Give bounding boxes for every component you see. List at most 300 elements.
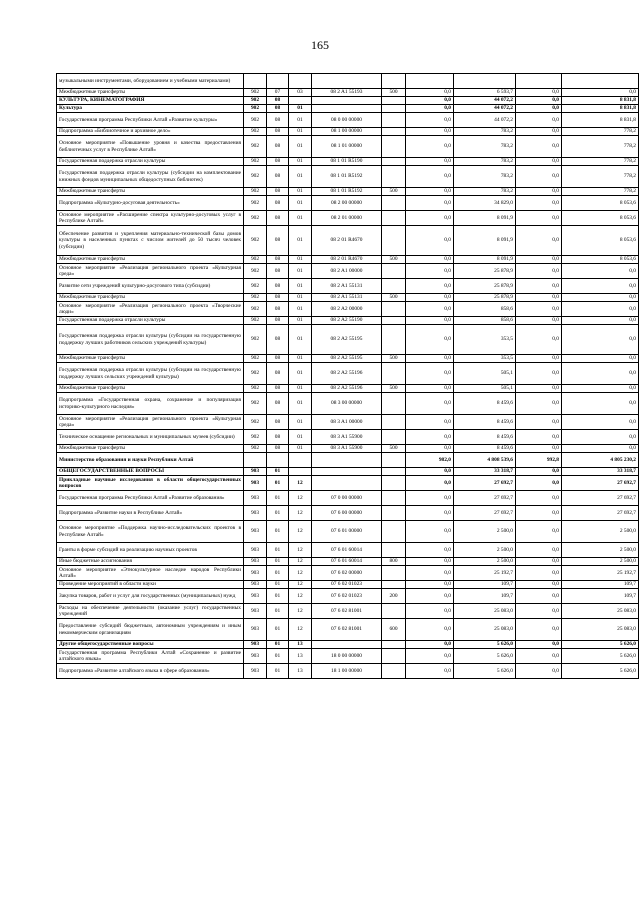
target-article-cell: 07 6 01 00000 — [312, 521, 382, 543]
amount-cell-3: 0,0 — [516, 468, 562, 476]
subsection-code-cell: 01 — [289, 256, 312, 264]
amount-cell-4: 0,0 — [562, 430, 639, 445]
ministry-code-cell: 902 — [244, 166, 267, 188]
amount-cell-1: 0,0 — [406, 97, 454, 105]
amount-cell-3: 0,0 — [516, 317, 562, 325]
section-code-cell: 08 — [267, 113, 289, 128]
section-code-cell: 08 — [267, 430, 289, 445]
expense-type-cell — [382, 325, 406, 355]
target-article-cell: 08 3 A1 55900 — [312, 445, 382, 453]
row-name-cell: Основное мероприятие «Реализация регионального проекта «Творческие люди» — [57, 302, 244, 317]
amount-cell-4 — [562, 74, 639, 89]
amount-cell-2: 2 500,0 — [454, 521, 516, 543]
row-name-cell: Основное мероприятие «Поддержка научно-исследовательских проектов в Республике Алтай» — [57, 521, 244, 543]
amount-cell-1: 0,0 — [406, 521, 454, 543]
subsection-code-cell: 01 — [289, 136, 312, 158]
amount-cell-1: 0,0 — [406, 468, 454, 476]
amount-cell-3: 0,0 — [516, 641, 562, 649]
section-code-cell: 08 — [267, 393, 289, 415]
ministry-code-cell: 902 — [244, 302, 267, 317]
row-name-cell: Государственная программа Республики Алтай «Развитие культуры» — [57, 113, 244, 128]
amount-cell-2: 8 091,9 — [454, 226, 516, 256]
target-article-cell: 07 6 02 00000 — [312, 566, 382, 581]
target-article-cell: 08 2 A1 55131 — [312, 294, 382, 302]
subsection-code-cell: 12 — [289, 491, 312, 506]
table-row — [57, 566, 639, 581]
ministry-code-cell — [244, 453, 267, 468]
amount-cell-3: 0,0 — [516, 136, 562, 158]
table-row — [57, 506, 639, 521]
subsection-code-cell: 12 — [289, 521, 312, 543]
row-name-cell: Государственная поддержка отрасли культуры (субсидии на государственную поддержку лучших сельских учреждений культуры) — [57, 363, 244, 385]
subsection-code-cell: 12 — [289, 543, 312, 558]
amount-cell-3: 0,0 — [516, 558, 562, 566]
amount-cell-3: 0,0 — [516, 589, 562, 604]
ministry-code-cell: 902 — [244, 317, 267, 325]
expense-type-cell — [382, 566, 406, 581]
table-row — [57, 521, 639, 543]
amount-cell-1: 0,0 — [406, 430, 454, 445]
amount-cell-1: 0,0 — [406, 256, 454, 264]
amount-cell-1: 0,0 — [406, 385, 454, 393]
amount-cell-3 — [516, 74, 562, 89]
ministry-code-cell: 902 — [244, 256, 267, 264]
expense-type-cell — [382, 105, 406, 113]
subsection-code-cell: 01 — [289, 415, 312, 430]
row-name-cell: Предоставление субсидий бюджетным, автономным учреждениям и иным некоммерческим организациям — [57, 619, 244, 641]
amount-cell-1: 0,0 — [406, 664, 454, 679]
table-row — [57, 355, 639, 363]
section-code-cell: 08 — [267, 256, 289, 264]
table-row — [57, 226, 639, 256]
amount-cell-1: 0,0 — [406, 105, 454, 113]
section-code-cell: 08 — [267, 128, 289, 136]
target-article-cell: 08 2 A1 00000 — [312, 264, 382, 279]
amount-cell-3: 0,0 — [516, 491, 562, 506]
table-row — [57, 158, 639, 166]
amount-cell-1: 0,0 — [406, 211, 454, 226]
table-row — [57, 558, 639, 566]
target-article-cell — [312, 468, 382, 476]
amount-cell-1: 0,0 — [406, 317, 454, 325]
subsection-code-cell: 01 — [289, 279, 312, 294]
amount-cell-2: 8 091,9 — [454, 211, 516, 226]
amount-cell-2: 858,6 — [454, 302, 516, 317]
subsection-code-cell: 01 — [289, 317, 312, 325]
amount-cell-1: 0,0 — [406, 325, 454, 355]
table-row — [57, 279, 639, 294]
amount-cell-4: 109,7 — [562, 589, 639, 604]
row-name-cell: Межбюджетные трансферты — [57, 355, 244, 363]
target-article-cell: 18 1 00 00000 — [312, 664, 382, 679]
table-row — [57, 589, 639, 604]
section-code-cell: 08 — [267, 363, 289, 385]
amount-cell-3: 0,0 — [516, 506, 562, 521]
row-name-cell: Межбюджетные трансферты — [57, 445, 244, 453]
row-name-cell: Государственная программа Республики Алтай «Сохранение и развитие алтайского языка» — [57, 649, 244, 664]
section-code-cell: 08 — [267, 196, 289, 211]
target-article-cell: 07 6 02 81001 — [312, 619, 382, 641]
section-code-cell: 08 — [267, 211, 289, 226]
table-row — [57, 453, 639, 468]
target-article-cell: 08 1 01 R5192 — [312, 188, 382, 196]
amount-cell-3: 0,0 — [516, 363, 562, 385]
amount-cell-2: 25 878,9 — [454, 264, 516, 279]
table-row — [57, 128, 639, 136]
target-article-cell — [312, 105, 382, 113]
table-row — [57, 196, 639, 211]
row-name-cell: Межбюджетные трансферты — [57, 385, 244, 393]
budget-table — [56, 73, 639, 679]
subsection-code-cell: 01 — [289, 385, 312, 393]
subsection-code-cell: 12 — [289, 506, 312, 521]
row-name-cell: Государственная поддержка отрасли культуры — [57, 317, 244, 325]
expense-type-cell: 500 — [382, 355, 406, 363]
ministry-code-cell: 902 — [244, 355, 267, 363]
budget-table-body — [57, 74, 639, 679]
table-row — [57, 468, 639, 476]
table-row — [57, 619, 639, 641]
table-row — [57, 476, 639, 491]
amount-cell-4: 0,0 — [562, 385, 639, 393]
amount-cell-2: 25 878,9 — [454, 294, 516, 302]
amount-cell-1: 0,0 — [406, 89, 454, 97]
amount-cell-3: 0,0 — [516, 581, 562, 589]
amount-cell-3: 0,0 — [516, 302, 562, 317]
ministry-code-cell: 903 — [244, 641, 267, 649]
ministry-code-cell: 902 — [244, 196, 267, 211]
target-article-cell: 08 2 01 00000 — [312, 211, 382, 226]
ministry-code-cell: 903 — [244, 589, 267, 604]
expense-type-cell — [382, 166, 406, 188]
row-name-cell: Прикладные научные исследования в области общегосударственных вопросов — [57, 476, 244, 491]
amount-cell-2: 8 459,6 — [454, 430, 516, 445]
amount-cell-3: 0,0 — [516, 566, 562, 581]
ministry-code-cell: 903 — [244, 558, 267, 566]
amount-cell-2: 27 692,7 — [454, 506, 516, 521]
ministry-code-cell: 903 — [244, 468, 267, 476]
amount-cell-2: 25 083,0 — [454, 604, 516, 619]
row-name-cell: Основное мероприятие «Реализация регионального проекта «Культурная среда» — [57, 264, 244, 279]
target-article-cell: 08 2 A2 55190 — [312, 317, 382, 325]
target-article-cell — [312, 97, 382, 105]
target-article-cell: 08 2 00 00000 — [312, 196, 382, 211]
amount-cell-4: 778,2 — [562, 158, 639, 166]
expense-type-cell: 500 — [382, 188, 406, 196]
subsection-code-cell: 03 — [289, 89, 312, 97]
amount-cell-4: 4 805 230,2 — [562, 453, 639, 468]
row-name-cell: Основное мероприятие «Повышение уровня и качества предоставления библиотечных услуг в Республике Алтай» — [57, 136, 244, 158]
row-name-cell: Основное мероприятие «Расширение спектра культурно-досуговых услуг в Республике Алтай» — [57, 211, 244, 226]
row-name-cell: КУЛЬТУРА, КИНЕМАТОГРАФИЯ — [57, 97, 244, 105]
row-name-cell: Обеспечение развития и укрепления материально-технической базы домов культуры в населенных пунктах с числом жителей до 50 тысяч человек (субсидии) — [57, 226, 244, 256]
amount-cell-1: 0,0 — [406, 589, 454, 604]
expense-type-cell — [382, 543, 406, 558]
target-article-cell: 08 2 A2 55195 — [312, 325, 382, 355]
amount-cell-4: 8 053,6 — [562, 256, 639, 264]
amount-cell-2: 25 192,7 — [454, 566, 516, 581]
amount-cell-2: 44 072,2 — [454, 113, 516, 128]
amount-cell-3: 0,0 — [516, 188, 562, 196]
table-row — [57, 543, 639, 558]
amount-cell-2: 2 500,0 — [454, 543, 516, 558]
amount-cell-3: 0,0 — [516, 128, 562, 136]
target-article-cell: 07 6 01 60014 — [312, 558, 382, 566]
amount-cell-3: 0,0 — [516, 158, 562, 166]
amount-cell-2: 353,5 — [454, 355, 516, 363]
ministry-code-cell: 902 — [244, 113, 267, 128]
amount-cell-1: 0,0 — [406, 641, 454, 649]
amount-cell-1: 0,0 — [406, 649, 454, 664]
expense-type-cell: 500 — [382, 256, 406, 264]
expense-type-cell — [382, 264, 406, 279]
amount-cell-3: 0,0 — [516, 196, 562, 211]
amount-cell-4: 25 083,0 — [562, 604, 639, 619]
ministry-code-cell: 902 — [244, 128, 267, 136]
ministry-code-cell: 902 — [244, 264, 267, 279]
subsection-code-cell: 01 — [289, 325, 312, 355]
section-code-cell: 08 — [267, 166, 289, 188]
section-code-cell: 01 — [267, 566, 289, 581]
section-code-cell: 08 — [267, 302, 289, 317]
expense-type-cell — [382, 279, 406, 294]
amount-cell-4: 5 626,0 — [562, 664, 639, 679]
amount-cell-3: 0,0 — [516, 294, 562, 302]
subsection-code-cell: 12 — [289, 604, 312, 619]
table-row — [57, 325, 639, 355]
section-code-cell: 08 — [267, 136, 289, 158]
amount-cell-2: 5 626,0 — [454, 649, 516, 664]
subsection-code-cell: 01 — [289, 128, 312, 136]
table-row — [57, 302, 639, 317]
amount-cell-2: 6 593,7 — [454, 89, 516, 97]
section-code-cell: 08 — [267, 415, 289, 430]
amount-cell-4: 0,0 — [562, 325, 639, 355]
ministry-code-cell: 903 — [244, 664, 267, 679]
subsection-code-cell: 01 — [289, 363, 312, 385]
amount-cell-4: 25 083,0 — [562, 619, 639, 641]
section-code-cell: 08 — [267, 325, 289, 355]
amount-cell-4: 0,0 — [562, 415, 639, 430]
amount-cell-1: 0,0 — [406, 445, 454, 453]
subsection-code-cell: 12 — [289, 566, 312, 581]
table-row — [57, 363, 639, 385]
amount-cell-1: 0,0 — [406, 128, 454, 136]
amount-cell-2: 8 459,6 — [454, 393, 516, 415]
ministry-code-cell: 902 — [244, 97, 267, 105]
subsection-code-cell: 01 — [289, 430, 312, 445]
expense-type-cell: 500 — [382, 445, 406, 453]
section-code-cell: 01 — [267, 543, 289, 558]
section-code-cell: 01 — [267, 506, 289, 521]
amount-cell-2: 8 459,6 — [454, 445, 516, 453]
amount-cell-3: 0,0 — [516, 604, 562, 619]
expense-type-cell — [382, 453, 406, 468]
amount-cell-2: 25 083,0 — [454, 619, 516, 641]
row-name-cell: музыкальными инструментами, оборудованием и учебными материалами) — [57, 74, 244, 89]
amount-cell-1: 0,0 — [406, 558, 454, 566]
section-code-cell: 01 — [267, 649, 289, 664]
amount-cell-1: 0,0 — [406, 226, 454, 256]
amount-cell-4: 27 692,7 — [562, 491, 639, 506]
row-name-cell: Подпрограмма «Библиотечное и архивное дело» — [57, 128, 244, 136]
amount-cell-4: 25 192,7 — [562, 566, 639, 581]
target-article-cell: 08 3 00 00000 — [312, 393, 382, 415]
section-code-cell: 01 — [267, 476, 289, 491]
table-row — [57, 97, 639, 105]
amount-cell-1: 0,0 — [406, 113, 454, 128]
subsection-code-cell: 01 — [289, 211, 312, 226]
subsection-code-cell: 12 — [289, 589, 312, 604]
expense-type-cell — [382, 641, 406, 649]
amount-cell-4: 778,2 — [562, 166, 639, 188]
target-article-cell: 07 6 00 00000 — [312, 506, 382, 521]
table-row — [57, 393, 639, 415]
ministry-code-cell: 903 — [244, 581, 267, 589]
amount-cell-2: 27 692,7 — [454, 476, 516, 491]
amount-cell-1: 0,0 — [406, 302, 454, 317]
amount-cell-3: 0,0 — [516, 325, 562, 355]
amount-cell-2: 858,6 — [454, 317, 516, 325]
amount-cell-4: 5 626,0 — [562, 641, 639, 649]
amount-cell-4: 8 053,6 — [562, 196, 639, 211]
expense-type-cell — [382, 430, 406, 445]
table-row — [57, 491, 639, 506]
amount-cell-1: 0,0 — [406, 196, 454, 211]
amount-cell-4: 27 692,7 — [562, 476, 639, 491]
ministry-code-cell: 903 — [244, 491, 267, 506]
amount-cell-2: 5 626,0 — [454, 641, 516, 649]
expense-type-cell — [382, 476, 406, 491]
expense-type-cell — [382, 211, 406, 226]
amount-cell-4: 27 692,7 — [562, 506, 639, 521]
expense-type-cell — [382, 491, 406, 506]
amount-cell-4: 33 318,7 — [562, 468, 639, 476]
amount-cell-2: 4 808 539,6 — [454, 453, 516, 468]
amount-cell-1: 0,0 — [406, 581, 454, 589]
target-article-cell: 08 1 01 R5190 — [312, 158, 382, 166]
row-name-cell: Подпрограмма «Государственная охрана, сохранение и популяризация историко-культурного наследия» — [57, 393, 244, 415]
expense-type-cell — [382, 363, 406, 385]
ministry-code-cell: 903 — [244, 521, 267, 543]
row-name-cell: Государственная поддержка отрасли культуры — [57, 158, 244, 166]
table-row — [57, 430, 639, 445]
row-name-cell: ОБЩЕГОСУДАРСТВЕННЫЕ ВОПРОСЫ — [57, 468, 244, 476]
section-code-cell: 08 — [267, 158, 289, 166]
amount-cell-4: 2 500,0 — [562, 521, 639, 543]
table-row — [57, 445, 639, 453]
page-number: 165 — [311, 38, 329, 52]
table-row — [57, 641, 639, 649]
amount-cell-3: 0,0 — [516, 476, 562, 491]
section-code-cell: 01 — [267, 468, 289, 476]
section-code-cell: 08 — [267, 264, 289, 279]
amount-cell-2 — [454, 74, 516, 89]
amount-cell-1: 0,0 — [406, 506, 454, 521]
amount-cell-1: 982,0 — [406, 453, 454, 468]
amount-cell-4: 0,0 — [562, 355, 639, 363]
amount-cell-3: 0,0 — [516, 113, 562, 128]
row-name-cell: Гранты в форме субсидий на реализацию научных проектов — [57, 543, 244, 558]
expense-type-cell — [382, 393, 406, 415]
amount-cell-1: 0,0 — [406, 294, 454, 302]
amount-cell-1: 0,0 — [406, 188, 454, 196]
amount-cell-4: 0,0 — [562, 445, 639, 453]
expense-type-cell: 600 — [382, 619, 406, 641]
amount-cell-3: 0,0 — [516, 664, 562, 679]
amount-cell-2: 33 318,7 — [454, 468, 516, 476]
subsection-code-cell: 01 — [289, 294, 312, 302]
subsection-code-cell — [289, 97, 312, 105]
ministry-code-cell: 903 — [244, 604, 267, 619]
target-article-cell: 07 6 02 81001 — [312, 604, 382, 619]
amount-cell-4: 2 500,0 — [562, 558, 639, 566]
target-article-cell — [312, 476, 382, 491]
amount-cell-3: 0,0 — [516, 393, 562, 415]
table-row — [57, 113, 639, 128]
section-code-cell: 08 — [267, 294, 289, 302]
amount-cell-2: 783,2 — [454, 188, 516, 196]
table-row — [57, 649, 639, 664]
subsection-code-cell: 12 — [289, 581, 312, 589]
section-code-cell: 08 — [267, 385, 289, 393]
amount-cell-3: 0,0 — [516, 649, 562, 664]
table-row — [57, 136, 639, 158]
amount-cell-3: 0,0 — [516, 430, 562, 445]
expense-type-cell — [382, 664, 406, 679]
target-article-cell — [312, 74, 382, 89]
target-article-cell: 08 2 A1 55193 — [312, 89, 382, 97]
ministry-code-cell: 902 — [244, 89, 267, 97]
ministry-code-cell: 902 — [244, 226, 267, 256]
ministry-code-cell: 902 — [244, 136, 267, 158]
ministry-code-cell: 903 — [244, 619, 267, 641]
amount-cell-1: 0,0 — [406, 355, 454, 363]
expense-type-cell — [382, 136, 406, 158]
subsection-code-cell: 12 — [289, 619, 312, 641]
amount-cell-2: 8 459,6 — [454, 415, 516, 430]
row-name-cell: Проведение мероприятий в области науки — [57, 581, 244, 589]
expense-type-cell — [382, 521, 406, 543]
amount-cell-1: 0,0 — [406, 619, 454, 641]
target-article-cell: 08 2 01 R4670 — [312, 226, 382, 256]
row-name-cell: Государственная поддержка отрасли культуры (субсидии на государственную поддержку лучших работников сельских учреждений культуры) — [57, 325, 244, 355]
subsection-code-cell: 01 — [289, 166, 312, 188]
table-row — [57, 604, 639, 619]
subsection-code-cell: 01 — [289, 264, 312, 279]
amount-cell-1: 0,0 — [406, 543, 454, 558]
amount-cell-1: 0,0 — [406, 566, 454, 581]
ministry-code-cell: 903 — [244, 476, 267, 491]
ministry-code-cell: 902 — [244, 325, 267, 355]
target-article-cell: 08 2 A1 55131 — [312, 279, 382, 294]
ministry-code-cell: 902 — [244, 363, 267, 385]
amount-cell-4: 0,0 — [562, 279, 639, 294]
section-code-cell — [267, 74, 289, 89]
target-article-cell: 07 6 01 60014 — [312, 543, 382, 558]
subsection-code-cell: 13 — [289, 649, 312, 664]
row-name-cell: Другие общегосударственные вопросы — [57, 641, 244, 649]
ministry-code-cell: 902 — [244, 105, 267, 113]
target-article-cell: 08 2 A2 55196 — [312, 363, 382, 385]
ministry-code-cell: 902 — [244, 393, 267, 415]
subsection-code-cell: 01 — [289, 302, 312, 317]
target-article-cell: 08 2 A2 00000 — [312, 302, 382, 317]
amount-cell-3: 0,0 — [516, 279, 562, 294]
amount-cell-3: 0,0 — [516, 226, 562, 256]
table-row — [57, 211, 639, 226]
amount-cell-4: 8 831,8 — [562, 97, 639, 105]
